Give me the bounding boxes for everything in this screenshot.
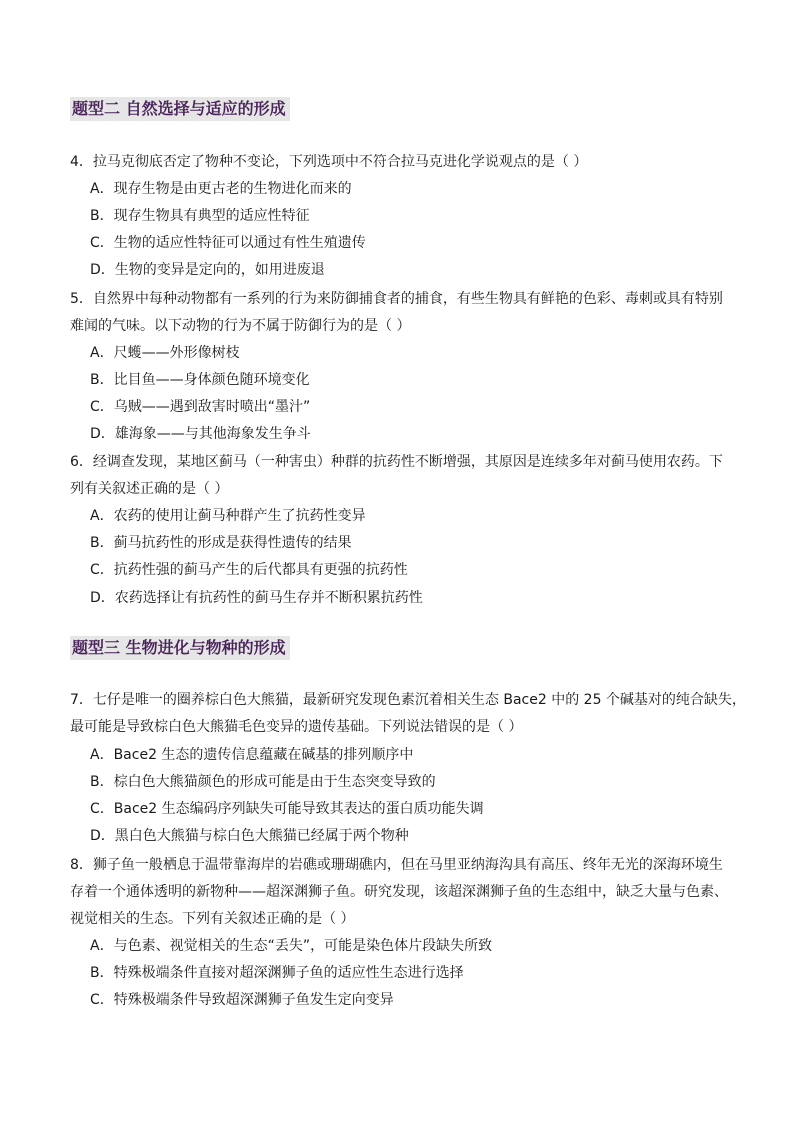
question-7-stem-line-1: 7．七仔是唯一的圈养棕白色大熊猫，最新研究发现色素沉着相关生态 Bace2 中的 25 个碱基对的纯合缺失，	[70, 692, 746, 708]
question-8-option-c: C．特殊极端条件导致超深渊狮子鱼发生定向变异	[90, 992, 394, 1008]
question-4-option-c: C．生物的适应性特征可以通过有性生殖遗传	[90, 235, 366, 251]
question-5-option-a: A．尺蠖——外形像树枝	[90, 345, 240, 361]
question-8-stem-line-1: 8．狮子鱼一般栖息于温带靠海岸的岩礁或珊瑚礁内，但在马里亚纳海沟具有高压、终年无光的深海环境生	[70, 857, 723, 873]
question-7-option-a: A．Bace2 生态的遗传信息蕴藏在碱基的排列顺序中	[90, 747, 414, 763]
question-6-option-b: B．蓟马抗药性的形成是获得性遗传的结果	[90, 535, 352, 551]
question-8-stem-line-2: 存着一个通体透明的新物种——超深渊狮子鱼。研究发现，该超深渊狮子鱼的生态组中，缺乏大量与色素、	[70, 884, 728, 900]
question-5-option-b: B．比目鱼——身体颜色随环境变化	[90, 372, 310, 388]
question-6-option-d: D．农药选择让有抗药性的蓟马生存并不断积累抗药性	[90, 590, 423, 606]
question-7-option-b: B．棕白色大熊猫颜色的形成可能是由于生态突变导致的	[90, 774, 436, 790]
question-8-stem-line-3: 视觉相关的生态。下列有关叙述正确的是（ ）	[70, 911, 355, 927]
question-6-option-a: A．农药的使用让蓟马种群产生了抗药性变异	[90, 508, 366, 524]
question-7-option-d: D．黑白色大熊猫与棕白色大熊猫已经属于两个物种	[90, 828, 409, 844]
question-6-stem-line-2: 列有关叙述正确的是（ ）	[70, 481, 229, 497]
question-6-option-c: C．抗药性强的蓟马产生的后代都具有更强的抗药性	[90, 562, 408, 578]
question-4-option-d: D．生物的变异是定向的，如用进废退	[90, 262, 325, 278]
question-6-stem-line-1: 6．经调查发现，某地区蓟马（一种害虫）种群的抗药性不断增强，其原因是连续多年对蓟马使用农药。下	[70, 454, 723, 470]
question-7-stem-line-2: 最可能是导致棕白色大熊猫毛色变异的遗传基础。下列说法错误的是（ ）	[70, 719, 523, 735]
question-5-option-d: D．雄海象——与其他海象发生争斗	[90, 426, 311, 442]
section-heading: 题型三 生物进化与物种的形成	[70, 636, 290, 660]
question-5-stem-line-2: 难闻的气味。以下动物的行为不属于防御行为的是（ ）	[70, 318, 411, 334]
question-5-stem-line-1: 5．自然界中每种动物都有一系列的行为来防御捕食者的捕食，有些生物具有鲜艳的色彩、毒刺或具有特别	[70, 291, 723, 307]
section-heading: 题型二 自然选择与适应的形成	[70, 97, 290, 121]
question-5-option-c: C．乌贼——遇到敌害时喷出“墨汁”	[90, 399, 311, 415]
question-4-option-b: B．现存生物具有典型的适应性特征	[90, 208, 310, 224]
question-8-option-a: A．与色素、视觉相关的生态“丢失”，可能是染色体片段缺失所致	[90, 938, 493, 954]
question-8-option-b: B．特殊极端条件直接对超深渊狮子鱼的适应性生态进行选择	[90, 965, 464, 981]
question-7-option-c: C．Bace2 生态编码序列缺失可能导致其表达的蛋白质功能失调	[90, 801, 484, 817]
question-4-stem: 4．拉马克彻底否定了物种不变论，下列选项中不符合拉马克进化学说观点的是（ ）	[70, 154, 588, 170]
question-4-option-a: A．现存生物是由更古老的生物进化而来的	[90, 181, 352, 197]
